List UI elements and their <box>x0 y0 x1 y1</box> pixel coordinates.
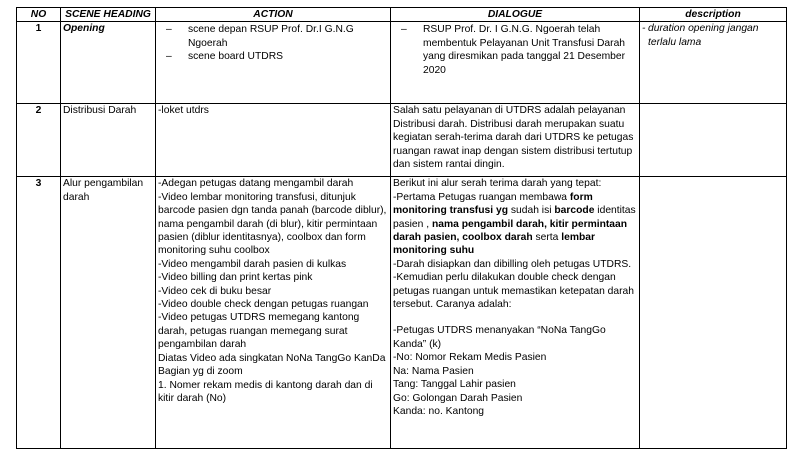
table-row <box>17 177 787 449</box>
scene-heading-cell: Opening <box>61 22 156 104</box>
dialogue-no: -No: Nomor Rekam Medis Pasien <box>393 352 547 364</box>
row-number: 1 <box>17 22 61 104</box>
table-row <box>17 22 787 104</box>
header-no: NO <box>17 8 61 22</box>
list-item: – RSUP Prof. Dr. I G.N.G. Ngoerah telah membentuk Pelayanan Unit Transfusi Darah yang diresmikan pada tanggal 21 Desember 2020 <box>411 23 637 77</box>
action-line: -Video lembar monitoring transfusi, ditunjuk barcode pasien dgn tanda panah (barcode diblur), nama pengambil darah (di blur), kitir permintaan pasien (diblur identitasnya), coolbox dan form monitoring suhu coolbox <box>158 191 387 257</box>
action-line: -loket utdrs <box>158 105 209 117</box>
action-line: Diatas Video ada singkatan NoNa TangGo KanDa <box>158 352 386 364</box>
list-item: – scene depan RSUP Prof. Dr.I G.N.G Ngoerah <box>176 23 388 50</box>
action-cell <box>156 22 391 104</box>
spacer <box>393 311 637 324</box>
dialogue-cell <box>391 104 640 177</box>
dialogue-tang: Tang: Tanggal Lahir pasien <box>393 379 516 391</box>
list-item: – scene board UTDRS <box>176 50 388 63</box>
dialogue-text: Salah satu pelayanan di UTDRS adalah pelayanan Distribusi darah. Distribusi darah merupakan suatu kegiatan serah-terima darah dari UTDRS ke petugas ruangan rawat inap dengan sistem distribusi tertutup dan sistem rantai dingin. <box>393 105 634 171</box>
action-line: -Video petugas UTDRS memegang kantong darah, petugas ruangan memegang surat pengambilan darah <box>158 312 360 351</box>
dialogue-na: Na: Nama Pasien <box>393 365 474 377</box>
header-description: description <box>640 8 787 22</box>
header-row <box>17 8 787 22</box>
action-cell <box>156 177 391 449</box>
dialogue-step-1: -Pertama Petugas ruangan membawa form monitoring transfusi yg sudah isi barcode identitas pasien , nama pengambil darah, kitir permintaan darah pasien, coolbox darah serta lembar monitoring suhu <box>393 191 636 257</box>
table-row <box>17 104 787 177</box>
scene-heading-cell: Distribusi Darah <box>61 104 156 177</box>
dialogue-step-4: -Petugas UTDRS menanyakan “NoNa TangGo Kanda” (k) <box>393 325 606 350</box>
dialogue-intro: Berikut ini alur serah terima darah yang tepat: <box>393 178 602 190</box>
description-cell <box>640 177 787 449</box>
list-item: - duration opening jangan terlalu lama <box>648 22 784 49</box>
dialogue-go: Go: Golongan Darah Pasien <box>393 392 523 404</box>
description-list <box>642 22 784 49</box>
dialogue-cell <box>391 177 640 449</box>
row-number: 3 <box>17 177 61 449</box>
script-table <box>16 7 787 449</box>
action-line: -Video double check dengan petugas ruangan <box>158 299 369 311</box>
dialogue-kanda: Kanda: no. Kantong <box>393 405 485 417</box>
header-action: ACTION <box>156 8 391 22</box>
action-line: Bagian yg di zoom <box>158 366 243 378</box>
dialogue-cell <box>391 22 640 104</box>
dialogue-list <box>393 23 637 77</box>
action-line: -Video billing dan print kertas pink <box>158 272 313 284</box>
description-cell <box>640 104 787 177</box>
action-line: 1. Nomer rekam medis di kantong darah dan di kitir darah (No) <box>158 379 373 404</box>
action-list <box>158 23 388 63</box>
action-line: -Video mengambil darah pasien di kulkas <box>158 258 347 270</box>
dialogue-step-2: -Darah disiapkan dan dibilling oleh petugas UTDRS. <box>393 258 632 270</box>
action-cell <box>156 104 391 177</box>
scene-heading-cell: Alur pengambilan darah <box>61 177 156 449</box>
header-dialogue: DIALOGUE <box>391 8 640 22</box>
dialogue-step-3: -Kemudian perlu dilakukan double check dengan petugas ruangan untuk memastikan ketepatan darah tersebut. Caranya adalah: <box>393 272 634 311</box>
action-line: -Video cek di buku besar <box>158 285 272 297</box>
action-line: -Adegan petugas datang mengambil darah <box>158 178 354 190</box>
row-number: 2 <box>17 104 61 177</box>
description-cell <box>640 22 787 104</box>
header-scene-heading: SCENE HEADING <box>61 8 156 22</box>
